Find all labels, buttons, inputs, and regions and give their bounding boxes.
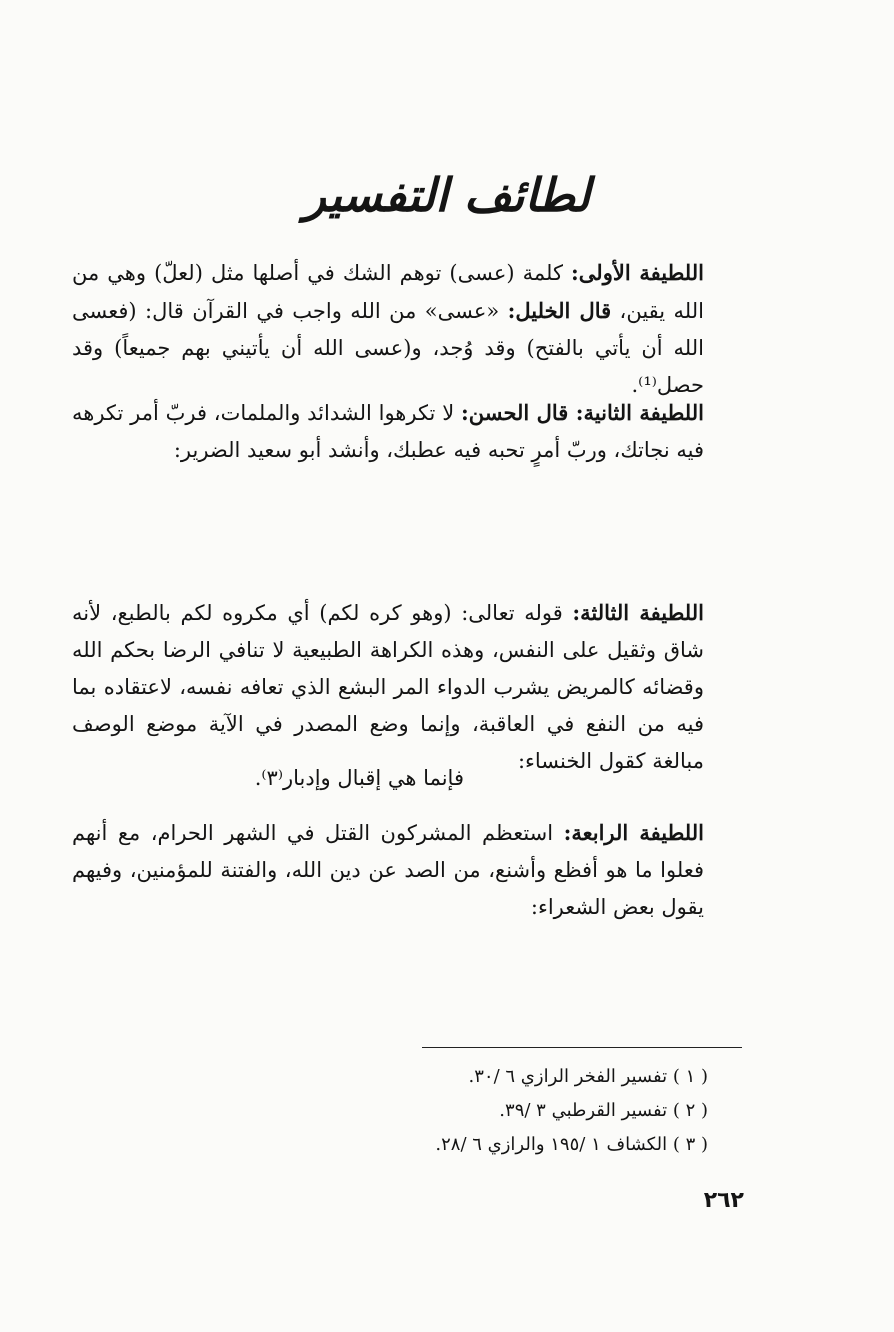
paragraph-first-subtlety — [72, 254, 704, 404]
subtlety-heading: اللطيفة الرابعة: — [563, 820, 704, 845]
paragraph-second-subtlety — [72, 394, 704, 469]
paragraph-fourth-subtlety — [72, 814, 704, 926]
paragraph-text: لا تكرهوا الشدائد والملمات، فربّ أمر تكرهه فيه نجاتك، وربّ أمرٍ تحبه فيه عطبك، وأنشد أبو سعيد الضرير: — [72, 401, 704, 462]
footnotes — [435, 1060, 708, 1162]
footnote-item: ( ٢ ) تفسير القرطبي ٣ /٣٩. — [499, 1100, 708, 1121]
subtlety-heading: اللطيفة الثالثة: — [572, 600, 704, 625]
paragraph-text: كلمة (عسى) توهم الشك في أصلها مثل (لعلّ) وهي من الله يقين، — [72, 261, 704, 323]
paragraph-third-subtlety — [72, 594, 704, 780]
footnote-item: ( ١ ) تفسير الفخر الرازي ٦ /٣٠. — [468, 1066, 708, 1087]
footnote-divider — [422, 1047, 742, 1048]
paragraph-text: قوله تعالى: (وهو كره لكم) أي مكروه لكم بالطبع، لأنه شاق وثقيل على النفس، وهذه الكراهة الطبيعية لا تنافي الرضا بحكم الله وقضائه كالمريض يشرب الدواء المر البشع الذي تعافه نفسه، لاعتقاده بما فيه من النفع في العاقبة، وإنما وضع المصدر في الآية موضع الوصف مبالغة كقول الخنساء: — [72, 601, 704, 773]
page-title: لطائف التفسير — [303, 168, 591, 222]
quoted-verse: فإنما هي إقبال وإدبار⁽٣⁾. — [254, 766, 464, 790]
subtlety-heading: اللطيفة الثانية: — [575, 400, 704, 425]
paragraph-text: «عسى» من الله واجب في القرآن قال: (فعسى الله أن يأتي بالفتح) وقد وُجد، و(عسى الله أن يأتيني بهم جميعاً) وقد حصل⁽¹⁾. — [72, 299, 704, 397]
page-number: ٢٦٢ — [703, 1188, 744, 1213]
subtlety-heading: اللطيفة الأولى: — [571, 260, 704, 285]
quote-attribution: قال الحسن: — [460, 400, 576, 425]
paragraph-text: استعظم المشركون القتل في الشهر الحرام، مع أنهم فعلوا ما هو أفظع وأشنع، من الصد عن دين الله، والفتنة للمؤمنين، وفيهم يقول بعض الشعراء: — [72, 821, 704, 919]
quote-attribution: قال الخليل: — [507, 298, 612, 323]
footnote-item: ( ٣ ) الكشاف ١ /١٩٥ والرازي ٦ /٢٨. — [435, 1134, 708, 1155]
